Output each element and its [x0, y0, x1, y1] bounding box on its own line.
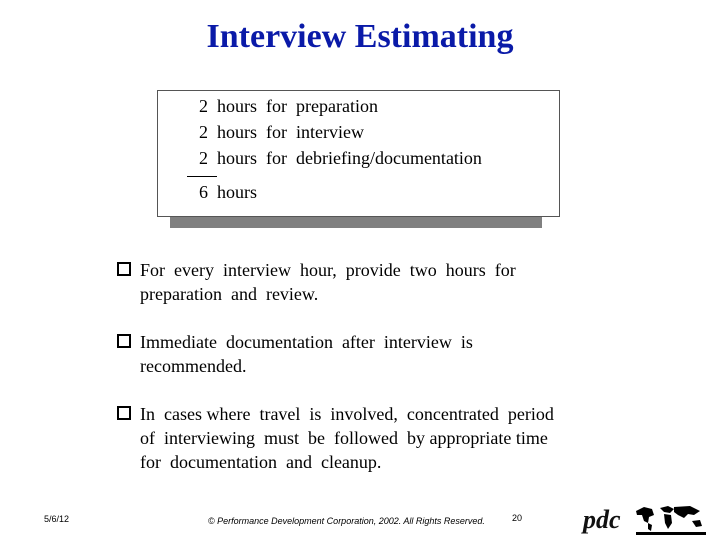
footer-copyright: © Performance Development Corporation, 2002. All Rights Reserved.: [208, 516, 485, 526]
page-number: 20: [512, 513, 523, 523]
bullet-3-line-2: of interviewing must be followed by appropriate time: [140, 428, 548, 448]
estimate-total: 6 hours: [199, 182, 257, 202]
bullet-2-line-1: Immediate documentation after interview is: [140, 332, 473, 352]
footer-date: 5/6/12: [44, 514, 70, 524]
footer-rule: [636, 532, 706, 535]
checkbox-bullet-icon: [117, 406, 131, 420]
bullet-1-line-1: For every interview hour, provide two hours for: [140, 260, 516, 280]
bullet-3-line-1: In cases where travel is involved, concentrated period: [140, 404, 554, 424]
world-map-icon: [634, 503, 706, 533]
bullet-2-line-2: recommended.: [140, 356, 247, 376]
checkbox-bullet-icon: [117, 334, 131, 348]
estimate-line-preparation: 2 hours for preparation: [199, 96, 378, 116]
estimate-line-debriefing: 2 hours for debriefing/documentation: [199, 148, 482, 168]
sum-rule: [187, 176, 217, 177]
logo-text: pdc: [583, 505, 621, 534]
slide-title: Interview Estimating: [206, 18, 514, 55]
bullet-1-line-2: preparation and review.: [140, 284, 319, 304]
bullet-3-line-3: for documentation and cleanup.: [140, 452, 382, 472]
estimate-line-interview: 2 hours for interview: [199, 122, 364, 142]
checkbox-bullet-icon: [117, 262, 131, 276]
